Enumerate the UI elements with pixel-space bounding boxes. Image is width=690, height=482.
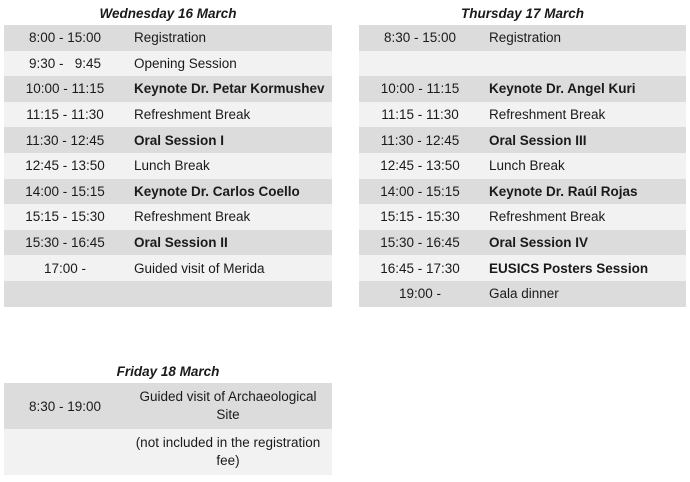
schedule-row [359, 76, 686, 102]
row-time: 19:00 - [398, 286, 442, 302]
row-time: 15:30 - 16:45 [380, 235, 460, 251]
day-title: Friday 18 March [4, 361, 332, 383]
row-time: 10:00 - 11:15 [25, 81, 105, 97]
row-time: 8:00 - 15:00 [28, 30, 102, 46]
row-time: 12:45 - 13:50 [25, 158, 105, 174]
row-event: Refreshment Break [489, 209, 606, 225]
row-event: Gala dinner [489, 286, 559, 302]
row-event: Oral Session I [134, 132, 225, 148]
schedule-row [4, 127, 332, 153]
row-time: 15:30 - 16:45 [25, 235, 105, 251]
schedule-row [4, 255, 332, 281]
schedule-row [4, 383, 332, 429]
row-event: Refreshment Break [134, 107, 251, 123]
row-time: 9:30 - 9:45 [28, 55, 102, 71]
row-time: 14:00 - 15:15 [380, 183, 460, 199]
row-time: 8:30 - 19:00 [28, 398, 102, 414]
row-time: 12:45 - 13:50 [380, 158, 460, 174]
row-event: Keynote Dr. Carlos Coello [134, 183, 300, 199]
schedule-day-friday [4, 361, 332, 475]
row-event: Refreshment Break [134, 209, 251, 225]
row-time: 10:00 - 11:15 [380, 81, 460, 97]
schedule-row [359, 204, 686, 230]
schedule-row [359, 281, 686, 307]
row-time: 11:15 - 11:30 [381, 107, 459, 123]
row-event: Oral Session II [134, 235, 228, 251]
schedule-row [359, 25, 686, 51]
schedule-row [359, 230, 686, 256]
schedule-row [359, 179, 686, 205]
row-event: Keynote Dr. Raúl Rojas [489, 183, 638, 199]
schedule-row [359, 102, 686, 128]
schedule-row-empty [359, 51, 686, 77]
row-time: 17:00 - [43, 260, 87, 276]
row-event: Guided visit of Archaeological Site [139, 389, 317, 422]
row-time: 11:30 - 12:45 [380, 132, 460, 148]
row-time: 8:30 - 15:00 [383, 30, 457, 46]
schedule-row [4, 179, 332, 205]
row-time: 11:15 - 11:30 [26, 107, 104, 123]
schedule-row [4, 76, 332, 102]
schedule-row [359, 255, 686, 281]
schedule-row [4, 102, 332, 128]
row-event: Keynote Dr. Angel Kuri [489, 81, 636, 97]
schedule-rows [359, 25, 686, 307]
row-event: Refreshment Break [489, 107, 606, 123]
row-event: Registration [489, 30, 562, 46]
row-event: Registration [134, 30, 207, 46]
row-event: Keynote Dr. Petar Kormushev [134, 81, 325, 97]
day-title: Thursday 17 March [359, 3, 686, 25]
row-event: Opening Session [134, 55, 237, 71]
schedule-row [359, 153, 686, 179]
row-event: EUSICS Posters Session [489, 260, 649, 276]
schedule-day-thursday [359, 3, 686, 307]
row-time: 11:30 - 12:45 [25, 132, 105, 148]
day-title: Wednesday 16 March [4, 3, 332, 25]
schedule-row-empty [4, 281, 332, 307]
row-event: Lunch Break [489, 158, 565, 174]
row-event: (not included in the registration fee) [135, 435, 321, 468]
schedule-row [359, 127, 686, 153]
schedule-row [4, 25, 332, 51]
row-event: Oral Session III [489, 132, 587, 148]
schedule-day-wednesday [4, 3, 332, 307]
row-event: Lunch Break [134, 158, 210, 174]
schedule-rows [4, 25, 332, 307]
row-event: Oral Session IV [489, 235, 589, 251]
row-event: Guided visit of Merida [134, 260, 265, 276]
row-time: 15:15 - 15:30 [25, 209, 105, 225]
schedule-row [4, 153, 332, 179]
row-time: 15:15 - 15:30 [380, 209, 460, 225]
schedule-row [4, 204, 332, 230]
row-time: 14:00 - 15:15 [25, 183, 105, 199]
schedule-row [4, 230, 332, 256]
schedule-rows [4, 383, 332, 475]
schedule-row [4, 51, 332, 77]
schedule-row-note [4, 429, 332, 475]
row-time: 16:45 - 17:30 [380, 260, 460, 276]
